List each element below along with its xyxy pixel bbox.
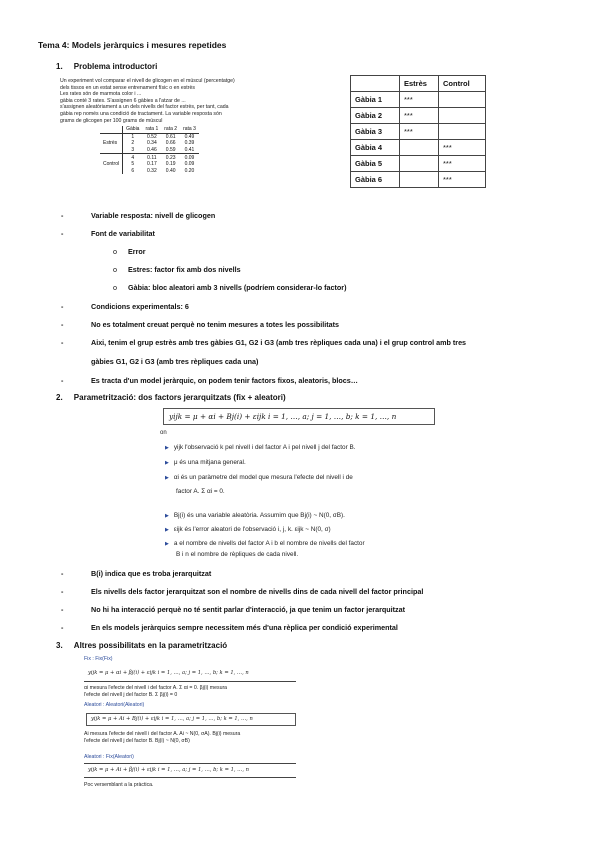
table-cell <box>439 92 486 108</box>
sub-bullet-item: o Estres: factor fix amb dos nivells <box>113 265 241 274</box>
bullet-item: - Aixi, tenim el grup estrès amb tres gàbies G1, G2 i G3 (amb tres rèpliques cada una) i el grup control amb tres <box>61 338 467 347</box>
table-cell: 0.59 <box>165 147 176 154</box>
divider <box>84 777 296 778</box>
bullet-item: - No hi ha interacció perquè no té sentit parlar d'interacció, ja que tenim un factor jerarquitzat <box>61 605 406 614</box>
bullet-item: - Variable resposta: nivell de glicogen <box>61 211 216 220</box>
table-header-cell <box>351 76 400 92</box>
table-header-cell: Control <box>439 76 486 92</box>
table-cell: *** <box>400 108 439 124</box>
table-cell <box>439 124 486 140</box>
table-cell: 0.23 <box>161 154 180 161</box>
triangle-bullet-icon: ▶ <box>165 527 169 533</box>
table-cell: 0.20 <box>184 167 195 174</box>
table-cell: 1 <box>131 133 135 140</box>
section-2-heading: 2. Parametrització: dos factors jerarquitzats (fix + aleatori) <box>56 393 286 402</box>
table-row <box>351 124 486 140</box>
table-cell: Gàbia 1 <box>351 92 400 108</box>
section-3-heading: 3. Altres possibilitats en la parametrització <box>56 641 228 650</box>
definition-item-continuation: B i n el nombre de rèpliques de cada nivell. <box>176 551 299 558</box>
triangle-bullet-icon: ▶ <box>165 475 169 481</box>
table-cell: 0.39 <box>184 140 195 147</box>
intro-line: gàbia rep només una condició de tractament. La variable resposta són <box>60 110 222 117</box>
definition-item: ▶ a el nombre de nivells del factor A i b el nombre de nivells del factor <box>165 540 365 547</box>
bullet-item: - B(i) indica que es troba jerarquitzat <box>61 569 212 578</box>
table-cell: 0.46 <box>147 147 157 154</box>
intro-line: Un experiment vol comparar el nivell de glicogen en el múscul (percentatge) <box>60 78 235 84</box>
definition-item: ▶ εijk és l'error aleatori de l'observació i, j, k. εijk ~ N(0, σ) <box>165 526 331 533</box>
table-cell <box>400 172 439 188</box>
table-row <box>100 147 199 154</box>
definition-item: ▶ Bj(i) és una variable aleatòria. Assumim que Bj(i) ~ N(0, σB). <box>165 512 345 519</box>
table-header-cell: rata 2 <box>161 126 180 133</box>
table-header-cell: rata 3 <box>180 126 199 133</box>
table-cell: 0.61 <box>165 133 176 140</box>
param-block-title: Fix : Fix(Fix) <box>84 656 113 662</box>
table-cell: 6 <box>131 167 135 174</box>
section-1-heading: 1. Problema introductori <box>56 62 158 71</box>
table-cell: 0.11 <box>142 154 161 161</box>
table-cell: Gàbia 5 <box>351 156 400 172</box>
sub-bullet-item: o Error <box>113 247 146 256</box>
table-cell: 0.66 <box>165 140 176 147</box>
table-cell: 0.32 <box>147 167 157 174</box>
table-cell <box>439 108 486 124</box>
section-1-title: Problema introductori <box>73 62 158 71</box>
table-row <box>100 140 199 147</box>
table-cell: Gàbia 6 <box>351 172 400 188</box>
intro-line: dels tissos en un estat sense entrenament físic o en estrès <box>60 84 195 91</box>
section-3-title: Altres possibilitats en la parametrització <box>73 641 228 650</box>
bullet-item: - Font de variabilitat <box>61 229 155 238</box>
table-row <box>351 108 486 124</box>
triangle-bullet-icon: ▶ <box>165 513 169 519</box>
sub-bullet-item: o Gàbia: bloc aleatori amb 3 nivells (podríem considerar-lo factor) <box>113 283 347 292</box>
definition-item: ▶ μ és una mitjana general. <box>165 459 246 466</box>
group-label: Control <box>100 161 123 168</box>
table-header-row <box>100 126 199 133</box>
group-label: Estrès <box>100 140 123 147</box>
table-cell: 0.34 <box>147 140 157 147</box>
definition-item: ▶ αi és un paràmetre del model que mesura l'efecte del nivell i de <box>165 474 353 481</box>
intro-paragraph <box>60 78 235 124</box>
param-block-description: Poc versemblant a la pràctica. <box>84 782 154 788</box>
table-cell: 3 <box>131 147 135 154</box>
table-row <box>100 168 199 175</box>
table-cell: Gàbia 4 <box>351 140 400 156</box>
param-block-equation: yijk = μ + Ai + Bj(i) + εijk i = 1, …, a; j = 1, …, b; k = 1, …, n <box>86 713 296 726</box>
page-title: Tema 4: Models jeràrquics i mesures repetides <box>38 40 227 50</box>
on-label: on <box>160 430 167 436</box>
section-2-title: Parametrització: dos factors jerarquitzats (fix + aleatori) <box>73 393 286 402</box>
table-cell: 5 <box>131 161 135 168</box>
param-block-title: Aleatori : Aleatori(Aleatori) <box>84 702 145 708</box>
triangle-bullet-icon: ▶ <box>165 445 169 451</box>
table-cell <box>400 140 439 156</box>
intro-line: gàbia conté 3 rates. S'assignen 6 gàbies a l'atzar de ... <box>60 97 186 104</box>
table-row <box>351 92 486 108</box>
table-cell: 4 <box>123 154 143 161</box>
param-block-equation: yijk = μ + Ai + βj(i) + εijk i = 1, …, a; j = 1, …, b; k = 1, …, n <box>88 767 249 773</box>
table-row <box>100 154 199 161</box>
bullet-item: - Els nivells dels factor jerarquitzat son el nombre de nivells dins de cada nivell del factor principal <box>61 587 424 596</box>
cage-table <box>350 75 486 188</box>
bullet-item: - Es tracta d'un model jeràrquic, on podem tenir factors fixos, aleatoris, blocs… <box>61 376 358 385</box>
intro-line: grams de glicogen per 100 grams de múscul <box>60 117 163 124</box>
table-cell: *** <box>439 172 486 188</box>
param-block-description: l'efecte del nivell j del factor B. Bj(i) ~ N(0, σB) <box>84 738 190 744</box>
table-row <box>351 172 486 188</box>
table-header-cell: rata 1 <box>142 126 161 133</box>
divider <box>84 681 296 682</box>
param-block-description: αi mesura l'efecte del nivell i del factor A. Σ αi = 0. βj(i) mesura <box>84 685 228 691</box>
table-cell: 0.17 <box>147 161 157 168</box>
param-block-title: Aleatori : Fix(Aleatori) <box>84 754 134 760</box>
table-cell: *** <box>439 156 486 172</box>
definition-item: ▶ yijk l'observació k pel nivell i del factor A i pel nivell j del factor B. <box>165 444 356 451</box>
table-header-row <box>351 76 486 92</box>
triangle-bullet-icon: ▶ <box>165 460 169 466</box>
table-row <box>351 156 486 172</box>
triangle-bullet-icon: ▶ <box>165 541 169 547</box>
param-block-description: l'efecte del nivell j del factor B. Σ βj(i) = 0 <box>84 692 178 698</box>
table-row <box>100 133 199 140</box>
definition-item-continuation: factor A. Σ αi = 0. <box>176 488 225 495</box>
table-cell: Gàbia 3 <box>351 124 400 140</box>
table-cell: 0.09 <box>180 154 199 161</box>
bullet-item: - En els models jeràrquics sempre necessitem més d'una rèplica per condició experimental <box>61 623 398 632</box>
param-block-description: Ai mesura l'efecte del nivell i del factor A. Ai ~ N(0, σA). Bj(i) mesura <box>84 731 241 737</box>
model-equation: yijk = μ + αi + Bj(i) + εijk i = 1, …, a; j = 1, …, b; k = 1, …, n <box>163 408 435 425</box>
table-cell: 0.40 <box>165 167 176 174</box>
bullet-item: - No es totalment creuat perquè no tenim mesures a totes les possibilitats <box>61 320 340 329</box>
intro-line: Les rates són de marmota color i ... <box>60 91 142 98</box>
table-cell: *** <box>400 124 439 140</box>
cage-table-wrapper <box>350 75 486 188</box>
rats-table-wrapper <box>100 126 199 174</box>
intro-line: s'assignen aleatòriament a un dels nivells del factor estrès, per tant, cada <box>60 104 229 111</box>
table-cell: 2 <box>131 140 135 147</box>
table-cell: *** <box>400 92 439 108</box>
table-cell: 0.49 <box>184 133 195 140</box>
table-cell: 0.09 <box>184 161 195 168</box>
rats-table <box>100 126 199 174</box>
bullet-item-continuation: gàbies G1, G2 i G3 (amb tres rèpliques cada una) <box>91 357 259 366</box>
table-cell: Gàbia 2 <box>351 108 400 124</box>
table-cell: *** <box>439 140 486 156</box>
table-header-cell: Estrès <box>400 76 439 92</box>
divider <box>84 763 296 764</box>
table-row <box>100 161 199 168</box>
table-cell: 0.52 <box>147 133 157 140</box>
table-header-cell <box>100 126 123 133</box>
bullet-item: - Condicions experimentals: 6 <box>61 302 189 311</box>
table-row <box>351 140 486 156</box>
table-cell <box>400 156 439 172</box>
table-cell: 0.41 <box>184 147 195 154</box>
table-header-cell: Gàbia <box>123 126 143 133</box>
table-cell: 0.19 <box>165 161 176 168</box>
param-block-equation: yijk = μ + αi + βj(i) + εijk i = 1, …, a; j = 1, …, b; k = 1, …, n <box>88 670 249 676</box>
